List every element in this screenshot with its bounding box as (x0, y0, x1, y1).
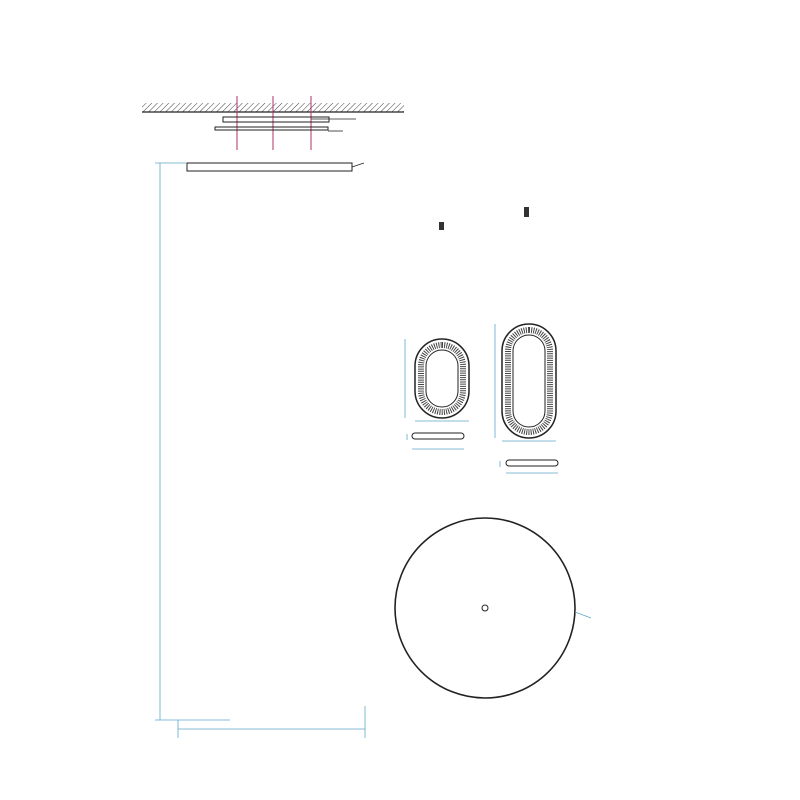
ceiling-plate (187, 163, 352, 171)
callout-lines (311, 119, 364, 167)
top-dia-leader (575, 612, 591, 618)
pendant-18in (405, 222, 469, 449)
pendant-26in (495, 207, 558, 473)
height-dimension (155, 163, 365, 738)
top-view (395, 518, 575, 698)
